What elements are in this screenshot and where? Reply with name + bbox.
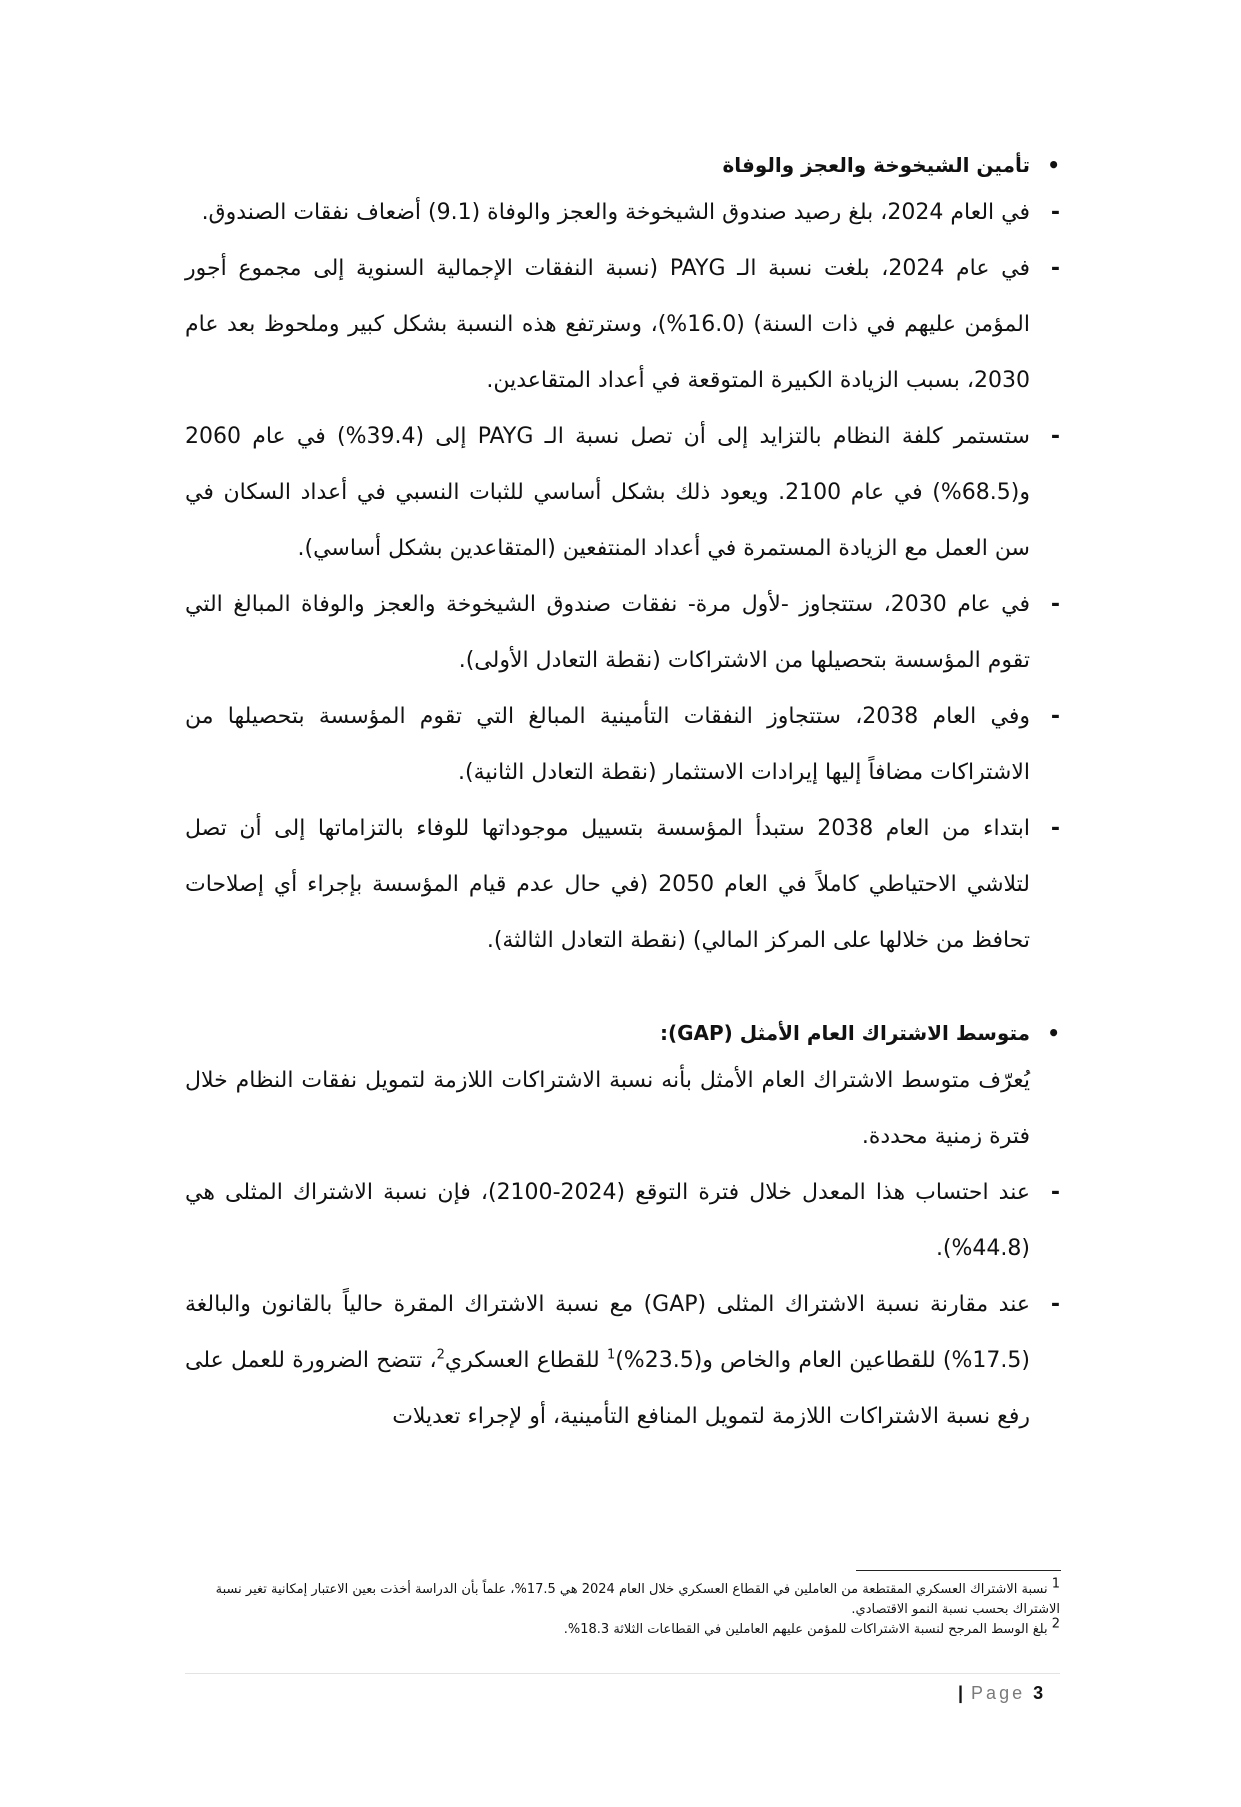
- list-item: [185, 1165, 1060, 1277]
- list-item: [185, 409, 1060, 577]
- section-title-old-age-insurance: [185, 145, 1060, 185]
- dash-icon: -: [1050, 1292, 1060, 1317]
- list-item-text: [185, 1292, 1030, 1429]
- footnote-number: 1: [1051, 1576, 1060, 1592]
- section-title-text: متوسط الاشتراك العام الأمثل (GAP):: [659, 1021, 1030, 1045]
- dash-icon: -: [1050, 816, 1060, 841]
- dash-icon: -: [1050, 200, 1060, 225]
- footnote-1: [185, 1576, 1060, 1620]
- bullet-icon: •: [1047, 153, 1060, 177]
- footnote-ref-2[interactable]: 2: [436, 1347, 445, 1363]
- page-word: Page: [963, 1683, 1034, 1703]
- dash-icon: -: [1050, 424, 1060, 449]
- dash-icon: -: [1050, 704, 1060, 729]
- page-number: 3: [1033, 1683, 1044, 1703]
- list-item: [185, 241, 1060, 409]
- list-item-text: ابتداء من العام 2038 ستبدأ المؤسسة بتسييل موجوداتها للوفاء بالتزاماتها إلى أن تصل لتلاشي الاحتياطي كاملاً في العام 2050 (في حال عدم قيام المؤسسة بإجراء أي إصلاحات تحافظ من خلالها على المركز المالي) (نقطة التعادل الثالثة).: [185, 816, 1030, 953]
- footer-divider: [185, 1673, 1060, 1674]
- bullet-icon: •: [1047, 1021, 1060, 1045]
- section-title-text: تأمين الشيخوخة والعجز والوفاة: [722, 153, 1030, 177]
- footnote-separator: [856, 1570, 1061, 1571]
- dash-icon: -: [1050, 1180, 1060, 1205]
- list-item-text: في عام 2030، ستتجاوز -لأول مرة- نفقات صندوق الشيخوخة والعجز والوفاة المبالغ التي تقوم المؤسسة بتحصيلها من الاشتراكات (نقطة التعادل الأولى).: [185, 592, 1030, 673]
- section-title-gap: [185, 1013, 1060, 1053]
- list-item-text-part: عند مقارنة نسبة الاشتراك المثلى (GAP) مع نسبة الاشتراك المقرة حالياً بالقانون والبالغة (17.5%) للقطاعين العام والخاص و(23.5%): [185, 1292, 1030, 1373]
- page-content: [185, 145, 1060, 1445]
- old-age-insurance-list: [185, 185, 1060, 969]
- gap-list: [185, 1165, 1060, 1445]
- footnote-text: بلغ الوسط المرجح لنسبة الاشتراكات للمؤمن عليهم العاملين في القطاعات الثلاثة 18.3%.: [563, 1622, 1052, 1637]
- dash-icon: -: [1050, 592, 1060, 617]
- list-item-text: عند احتساب هذا المعدل خلال فترة التوقع (2024-2100)، فإن نسبة الاشتراك المثلى هي (44.8%).: [185, 1180, 1030, 1261]
- gap-definition: يُعرّف متوسط الاشتراك العام الأمثل بأنه نسبة الاشتراكات اللازمة لتمويل نفقات النظام خلال فترة زمنية محددة.: [185, 1068, 1030, 1149]
- list-item-text: ستستمر كلفة النظام بالتزايد إلى أن تصل نسبة الـ PAYG إلى (39.4%) في عام 2060 و(68.5%) في عام 2100. ويعود ذلك بشكل أساسي للثبات النسبي في أعداد السكان في سن العمل مع الزيادة المستمرة في أعداد المنتفعين (المتقاعدين بشكل أساسي).: [185, 424, 1030, 561]
- list-item-text: في عام 2024، بلغت نسبة الـ PAYG (نسبة النفقات الإجمالية السنوية إلى مجموع أجور المؤمن عليهم في ذات السنة) (16.0%)، وسترتفع هذه النسبة بشكل كبير وملحوظ بعد عام 2030، بسبب الزيادة الكبيرة المتوقعة في أعداد المتقاعدين.: [185, 256, 1031, 393]
- list-item: [185, 801, 1060, 969]
- dash-icon: -: [1050, 256, 1060, 281]
- list-item: [185, 185, 1060, 241]
- footer-separator: |: [958, 1683, 964, 1703]
- footnote-number: 2: [1051, 1616, 1060, 1632]
- footnote-ref-1[interactable]: 1: [606, 1347, 616, 1363]
- page-number-footer: [958, 1683, 1043, 1704]
- list-item-text-part: ، تتضح الضرورة للعمل على رفع نسبة الاشتراكات اللازمة لتمويل المنافع التأمينية، أو لإجراء تعديلات: [185, 1348, 1030, 1429]
- list-item-text-part: للقطاع العسكري: [444, 1348, 607, 1373]
- footnote-text: نسبة الاشتراك العسكري المقتطعة من العاملين في القطاع العسكري خلال العام 2024 هي 17.5%، علماً بأن الدراسة أخذت بعين الاعتبار إمكانية تغير نسبة الاشتراك بحسب نسبة النمو الاقتصادي.: [215, 1582, 1060, 1617]
- gap-section: [185, 1013, 1060, 1445]
- list-item-text: في العام 2024، بلغ رصيد صندوق الشيخوخة والعجز والوفاة (9.1) أضعاف نفقات الصندوق.: [201, 200, 1030, 225]
- list-item: [185, 689, 1060, 801]
- footnotes: [185, 1576, 1060, 1640]
- list-item: [185, 577, 1060, 689]
- list-item: [185, 1277, 1060, 1445]
- footnote-2: [185, 1616, 1060, 1640]
- list-item-text: وفي العام 2038، ستتجاوز النفقات التأمينية المبالغ التي تقوم المؤسسة بتحصيلها من الاشتراكات مضافاً إليها إيرادات الاستثمار (نقطة التعادل الثانية).: [185, 704, 1031, 785]
